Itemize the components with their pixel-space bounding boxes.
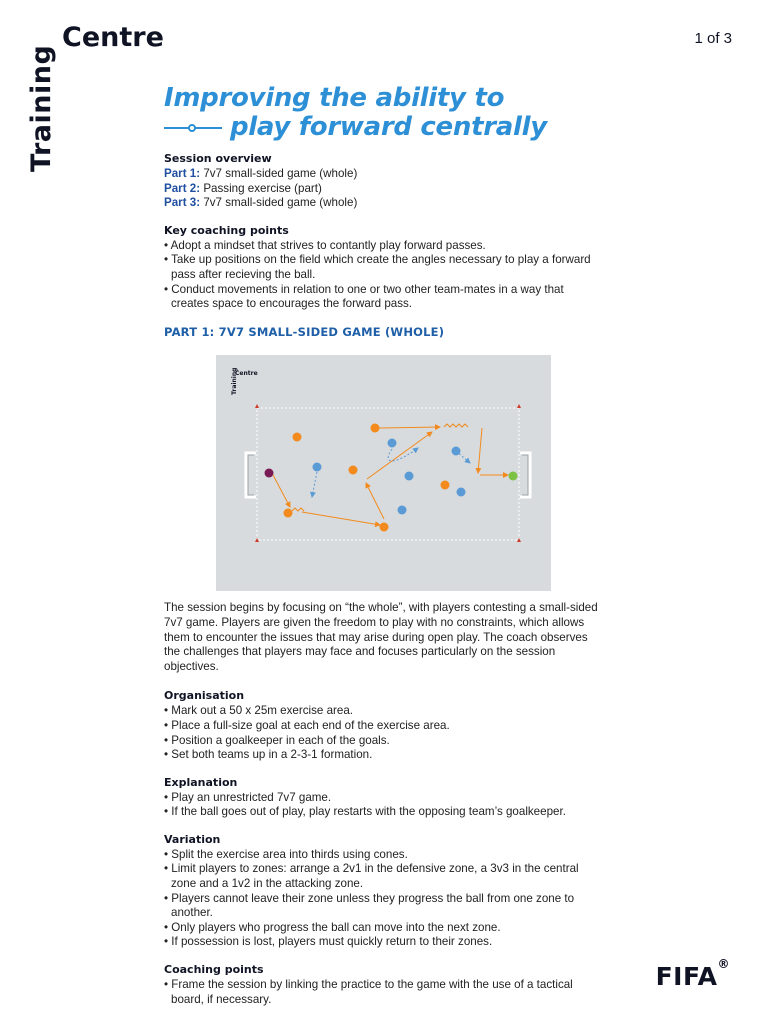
- key-coaching-points-heading: Key coaching points: [164, 223, 289, 237]
- dribble: [292, 508, 304, 511]
- part-1-text: 7v7 small-sided game (whole): [200, 167, 358, 180]
- player-orange: [441, 481, 450, 490]
- pass-arrow: [273, 475, 290, 507]
- key-point-item: • Conduct movements in relation to one or two other team-mates in a way that creates space to encourages the forward pass.: [164, 283, 604, 312]
- title-line-2: play forward centrally: [230, 112, 547, 142]
- player-orange: [349, 466, 358, 475]
- part-2-label: Part 2:: [164, 181, 201, 195]
- dribble: [444, 424, 468, 427]
- title-line-1: Improving the ability to: [164, 83, 505, 113]
- key-point-item: • Take up positions on the field which create the angles necessary to play a forward pass after recieving the ball.: [164, 253, 604, 282]
- registered-mark: ®: [717, 956, 730, 971]
- organisation-section: [164, 689, 604, 762]
- goalkeeper-right: [509, 472, 518, 481]
- variation-item: • Only players who progress the ball can move into the next zone.: [164, 921, 604, 936]
- player-blue: [388, 439, 397, 448]
- pass-arrow: [366, 483, 384, 519]
- corner-cones: [255, 404, 521, 542]
- player-blue: [457, 488, 466, 497]
- overview-part-1: [164, 167, 604, 182]
- fifa-logo-text: FIFA: [655, 962, 718, 991]
- key-point-item: • Adopt a mindset that strives to contantly play forward passes.: [164, 239, 604, 254]
- players: [265, 424, 518, 532]
- page-title: [164, 84, 684, 142]
- overview-part-2: [164, 182, 604, 197]
- session-overview: [164, 152, 604, 211]
- player-orange: [371, 424, 380, 433]
- pass-arrow: [478, 428, 482, 473]
- pitch-svg: [216, 355, 551, 591]
- intro-paragraph: The session begins by focusing on “the whole”, with players contesting a small-sided 7v7 game. Players are given the freedom to play with no constraints, which allows them to encounter the issues that may arise during open play. The coach observes the challenges that players may face and focuses particularly on the session objectives.: [164, 601, 598, 673]
- explanation-heading: Explanation: [164, 775, 238, 789]
- tactical-diagram: [216, 355, 551, 591]
- cone: [255, 404, 259, 408]
- variation-item: • Split the exercise area into thirds using cones.: [164, 848, 604, 863]
- explanation-item: • Play an unrestricted 7v7 game.: [164, 791, 604, 806]
- main-content: [164, 152, 604, 1020]
- goal-left: [246, 453, 256, 497]
- player-orange: [284, 509, 293, 518]
- cone: [517, 538, 521, 542]
- variation-item: • Limit players to zones: arrange a 2v1 in the defensive zone, a 3v3 in the central zone and a 1v2 in the attacking zone.: [164, 862, 604, 891]
- organisation-item: • Place a full-size goal at each end of the exercise area.: [164, 719, 604, 734]
- explanation-section: [164, 776, 604, 820]
- coaching-points-section: [164, 963, 604, 1007]
- organisation-item: • Set both teams up in a 2-3-1 formation.: [164, 748, 604, 763]
- run-arrow: [312, 472, 317, 497]
- key-coaching-points: [164, 224, 604, 312]
- cone: [517, 404, 521, 408]
- variation-heading: Variation: [164, 832, 221, 846]
- player-orange: [380, 523, 389, 532]
- goal-right: [520, 453, 530, 497]
- brand-training-vertical: Training: [26, 44, 57, 172]
- run-arrow: [388, 448, 418, 461]
- pass-arrow: [302, 512, 380, 525]
- organisation-heading: Organisation: [164, 689, 245, 703]
- part-3-text: 7v7 small-sided game (whole): [200, 196, 358, 210]
- diagram-brand-centre: Centre: [235, 370, 258, 378]
- session-overview-heading: Session overview: [164, 152, 272, 165]
- fifa-logo: [655, 956, 730, 991]
- player-orange: [293, 433, 302, 442]
- variation-section: [164, 833, 604, 950]
- player-blue: [313, 463, 322, 472]
- overview-part-3: [164, 196, 604, 211]
- movement-lines: [312, 448, 470, 497]
- part-1-heading: PART 1: 7V7 SMALL-SIDED GAME (WHOLE): [164, 324, 445, 339]
- cone: [255, 538, 259, 542]
- part-2-text: Passing exercise (part): [200, 181, 322, 195]
- part-3-label: Part 3:: [164, 196, 201, 210]
- explanation-item: • If the ball goes out of play, play restarts with the opposing team’s goalkeeper.: [164, 805, 604, 820]
- coaching-points-heading: Coaching points: [164, 963, 264, 977]
- diagram-brand-training: Training: [231, 367, 238, 396]
- player-blue: [405, 472, 414, 481]
- organisation-item: • Mark out a 50 x 25m exercise area.: [164, 704, 604, 719]
- pass-arrow: [378, 427, 440, 428]
- title-decor-dot: [188, 124, 196, 132]
- player-blue: [452, 447, 461, 456]
- pass-arrow: [367, 432, 432, 479]
- part-1-label: Part 1:: [164, 167, 201, 180]
- player-blue: [398, 506, 407, 515]
- organisation-item: • Position a goalkeeper in each of the goals.: [164, 734, 604, 749]
- coaching-point-item: • Frame the session by linking the practice to the game with the use of a tactical board, if necessary.: [164, 978, 604, 1007]
- brand-centre: Centre: [62, 22, 164, 53]
- page-number: 1 of 3: [694, 30, 732, 47]
- variation-item: • Players cannot leave their zone unless they progress the ball from one zone to another.: [164, 892, 604, 921]
- variation-item: • If possession is lost, players must quickly return to their zones.: [164, 935, 604, 950]
- goalkeeper-left: [265, 469, 274, 478]
